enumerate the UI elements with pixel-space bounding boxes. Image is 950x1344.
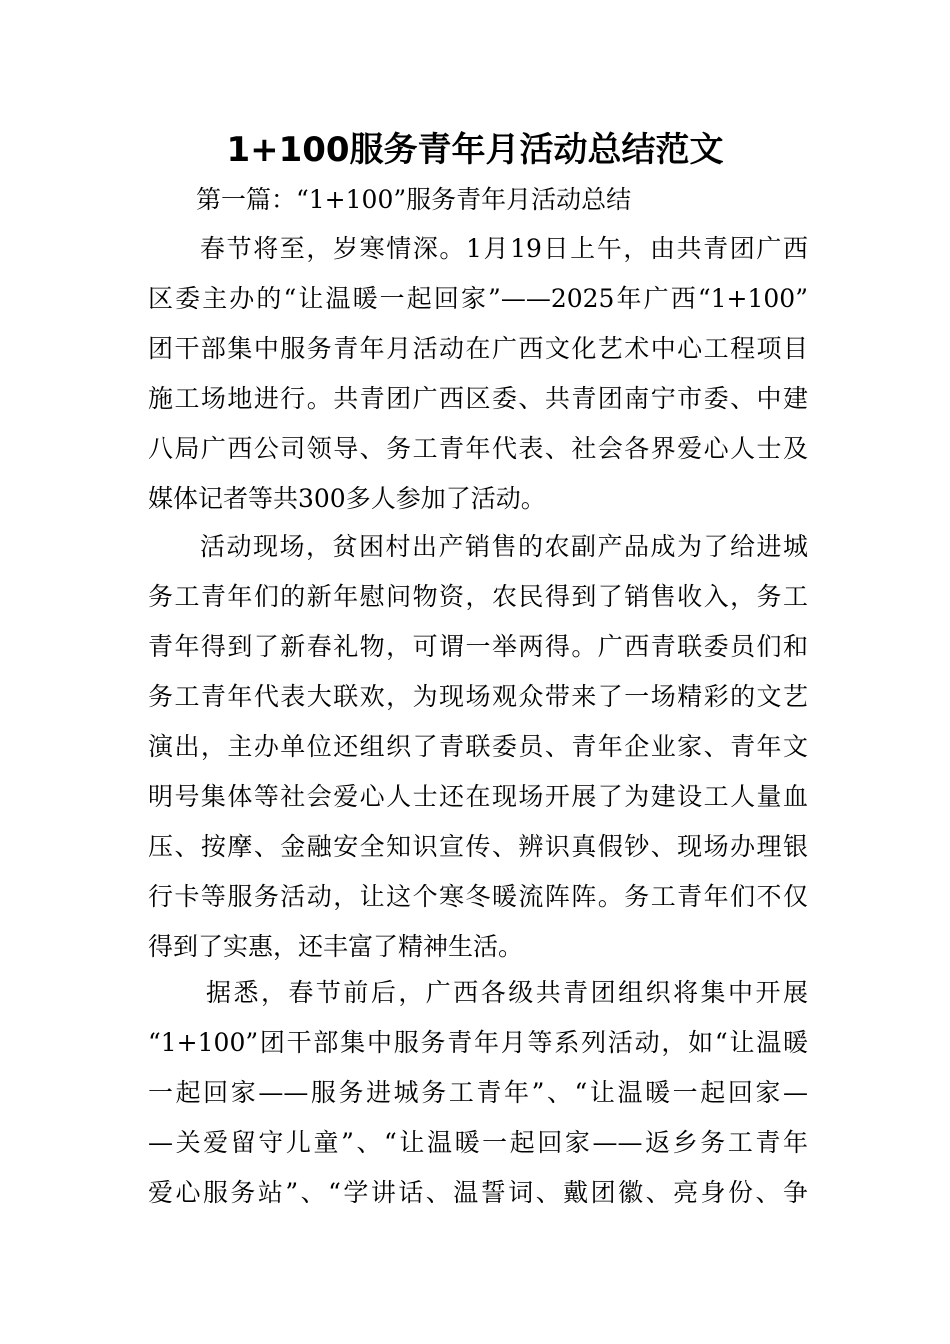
paragraph-line: 压、按摩、金融安全知识宣传、辨识真假钞、现场办理银 [148, 832, 808, 861]
paragraph-line: 活动现场，贫困村出产销售的农副产品成为了给进城 [200, 532, 808, 561]
paragraph-2 [148, 522, 808, 972]
paragraph-line: 得到了实惠，还丰富了精神生活。 [148, 932, 524, 961]
paragraph-line: “1+100”团干部集中服务青年月等系列活动，如“让温暖 [148, 1028, 808, 1057]
paragraph-line: 团干部集中服务青年月活动在广西文化艺术中心工程项目 [148, 334, 808, 363]
paragraph-line: 春节将至，岁寒情深。1月19日上午，由共青团广西 [200, 234, 808, 263]
paragraph-line: —关爱留守儿童”、“让温暖一起回家——返乡务工青年 [148, 1128, 808, 1157]
paragraph-line: 青年得到了新春礼物，可谓一举两得。广西青联委员们和 [148, 632, 808, 661]
paragraph-line: 演出，主办单位还组织了青联委员、青年企业家、青年文 [148, 732, 808, 761]
paragraph-line: 据悉，春节前后，广西各级共青团组织将集中开展 [206, 978, 808, 1007]
paragraph-line: 爱心服务站”、“学讲话、温誓词、戴团徽、亮身份、争 [148, 1178, 808, 1207]
paragraph-line: 施工场地进行。共青团广西区委、共青团南宁市委、中建 [148, 384, 808, 413]
document-title: 1+100服务青年月活动总结范文 [226, 130, 724, 170]
paragraph-1 [148, 224, 808, 524]
paragraph-line: 务工青年代表大联欢，为现场观众带来了一场精彩的文艺 [148, 682, 808, 711]
paragraph-3 [148, 968, 808, 1218]
paragraph-line: 务工青年们的新年慰问物资，农民得到了销售收入，务工 [148, 582, 808, 611]
paragraph-line: 八局广西公司领导、务工青年代表、社会各界爱心人士及 [148, 434, 808, 463]
paragraph-line: 媒体记者等共300多人参加了活动。 [148, 484, 546, 513]
paragraph-line: 明号集体等社会爱心人士还在现场开展了为建设工人量血 [148, 782, 808, 811]
paragraph-line: 区委主办的“让温暖一起回家”——2025年广西“1+100” [148, 284, 808, 313]
paragraph-line: 行卡等服务活动，让这个寒冬暖流阵阵。务工青年们不仅 [148, 882, 808, 911]
paragraph-line: 一起回家——服务进城务工青年”、“让温暖一起回家— [148, 1078, 808, 1107]
document-subtitle: 第一篇：“1+100”服务青年月活动总结 [196, 185, 632, 214]
